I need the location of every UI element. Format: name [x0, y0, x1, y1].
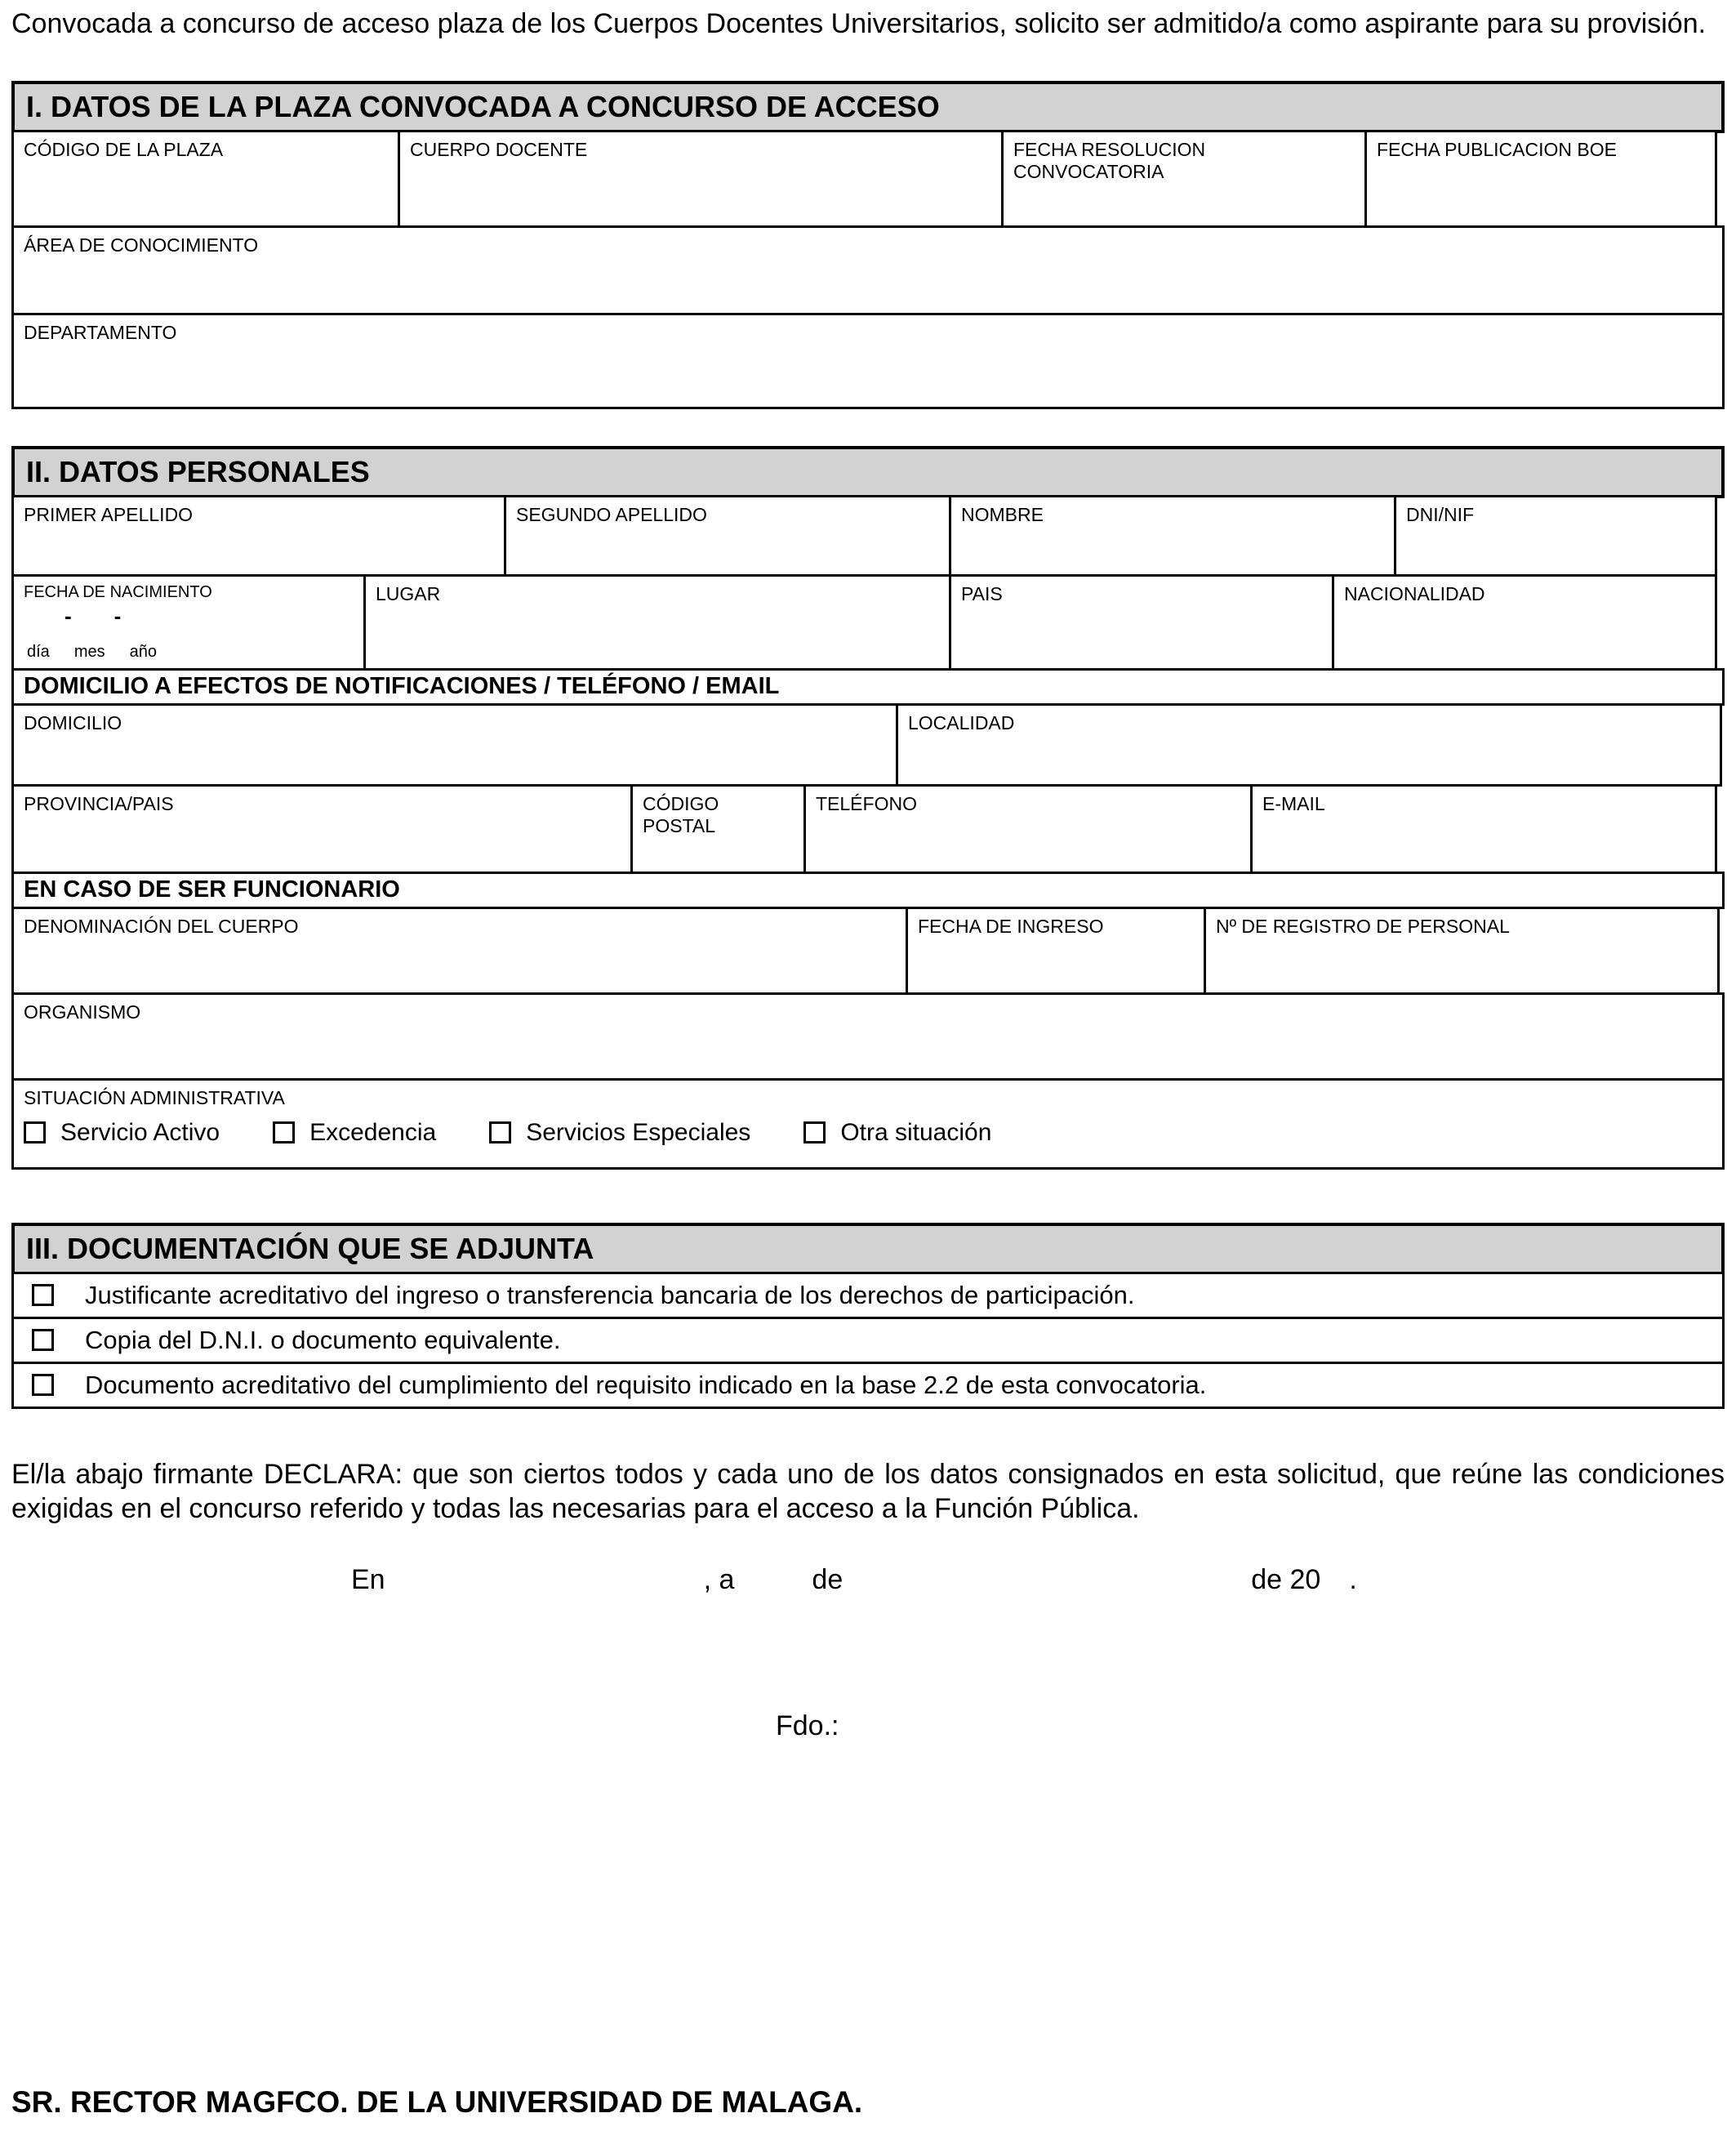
option-servicios-especiales-label: Servicios Especiales	[526, 1118, 751, 1146]
field-cuerpo-docente-label: CUERPO DOCENTE	[410, 138, 588, 160]
checkbox-excedencia-icon[interactable]	[273, 1121, 295, 1144]
field-nacionalidad-label: NACIONALIDAD	[1344, 582, 1485, 604]
field-denominacion-cuerpo-label: DENOMINACIÓN DEL CUERPO	[24, 915, 299, 937]
dob-unit-labels	[27, 643, 354, 662]
dob-separators	[65, 605, 354, 626]
section2-row-domicilio	[11, 703, 1725, 787]
dob-dia-label: día	[27, 642, 50, 661]
doc-item-1-label: Justificante acreditativo del ingreso o transferencia bancaria de los derechos de participación.	[85, 1280, 1135, 1309]
section2-header	[11, 446, 1725, 498]
field-email-label: E-MAIL	[1262, 792, 1325, 814]
addressee-footer: SR. RECTOR MAGFCO. DE LA UNIVERSIDAD DE MALAGA.	[11, 2085, 863, 2119]
field-provincia-pais[interactable]	[11, 784, 633, 874]
option-otra-situacion-label: Otra situación	[840, 1118, 992, 1146]
field-fecha-publicacion-boe-label: FECHA PUBLICACION BOE	[1377, 138, 1617, 160]
dob-dash-1: -	[65, 603, 72, 628]
field-localidad[interactable]	[896, 703, 1722, 787]
section1-table	[11, 130, 1725, 409]
field-situacion-label: SITUACIÓN ADMINISTRATIVA	[24, 1086, 285, 1108]
field-segundo-apellido[interactable]	[504, 495, 951, 577]
situacion-options	[24, 1119, 1712, 1147]
field-lugar[interactable]	[363, 574, 951, 671]
field-situacion-administrativa	[11, 1078, 1725, 1170]
field-telefono-label: TELÉFONO	[816, 792, 917, 814]
field-nacionalidad[interactable]	[1332, 574, 1717, 671]
field-departamento[interactable]	[11, 313, 1725, 409]
dob-mes-label: mes	[73, 642, 105, 661]
doc-item-row-1	[11, 1272, 1725, 1319]
field-denominacion-cuerpo[interactable]	[11, 907, 908, 995]
field-dni-nif[interactable]	[1394, 495, 1717, 577]
field-codigo-postal[interactable]	[630, 784, 806, 874]
intro-paragraph: Convocada a concurso de acceso plaza de los Cuerpos Docentes Universitarios, solicito ser admitido/a como aspirante para su provisión.	[11, 8, 1707, 39]
field-area-conocimiento[interactable]	[11, 225, 1725, 315]
field-fecha-ingreso-label: FECHA DE INGRESO	[918, 915, 1104, 937]
section1-row-2	[11, 225, 1725, 315]
section2-table	[11, 495, 1725, 1170]
option-servicios-especiales[interactable]	[489, 1119, 750, 1147]
option-servicio-activo-label: Servicio Activo	[60, 1118, 220, 1146]
dob-ano-label: año	[129, 642, 157, 661]
checkbox-servicio-activo-icon[interactable]	[24, 1121, 46, 1144]
field-email[interactable]	[1250, 784, 1717, 874]
option-servicio-activo[interactable]	[24, 1119, 220, 1147]
section1-header	[11, 81, 1725, 133]
section1-row-3	[11, 313, 1725, 409]
field-pais-label: PAIS	[961, 582, 1003, 604]
field-fecha-nacimiento[interactable]	[11, 574, 366, 671]
funcionario-subheader-cell	[11, 872, 1725, 909]
section2-row-names	[11, 495, 1725, 577]
field-segundo-apellido-label: SEGUNDO APELLIDO	[516, 503, 707, 525]
dob-dash-2: -	[114, 603, 122, 628]
date-line	[11, 1564, 1725, 1596]
doc-item-row-2	[11, 1317, 1725, 1364]
field-pais[interactable]	[949, 574, 1334, 671]
field-codigo-postal-label: CÓDIGO POSTAL	[643, 792, 719, 836]
field-primer-apellido-label: PRIMER APELLIDO	[24, 503, 194, 525]
option-otra-situacion[interactable]	[803, 1119, 991, 1147]
section2-subheader-funcionario	[11, 872, 1725, 909]
section3-title: III. DOCUMENTACIÓN QUE SE ADJUNTA	[26, 1231, 594, 1265]
field-cuerpo-docente[interactable]	[398, 130, 1004, 228]
section3-table	[11, 1272, 1725, 1409]
doc-item-1	[11, 1272, 1725, 1319]
field-fecha-nacimiento-label: FECHA DE NACIMIENTO	[24, 582, 212, 601]
field-codigo-plaza[interactable]	[11, 130, 400, 228]
checkbox-servicios-especiales-icon[interactable]	[489, 1121, 511, 1144]
field-lugar-label: LUGAR	[376, 582, 441, 604]
field-domicilio-label: DOMICILIO	[24, 711, 122, 733]
signature-line: Fdo.:	[776, 1710, 839, 1741]
doc-checkbox-1[interactable]	[32, 1284, 54, 1306]
option-excedencia[interactable]	[273, 1119, 436, 1147]
section2-row-cuerpo	[11, 907, 1725, 995]
domicilio-subheader-label: DOMICILIO A EFECTOS DE NOTIFICACIONES / TELÉFONO / EMAIL	[24, 673, 780, 699]
doc-checkbox-2[interactable]	[32, 1329, 54, 1351]
section2-row-provincia	[11, 784, 1725, 874]
field-codigo-plaza-label: CÓDIGO DE LA PLAZA	[24, 138, 224, 160]
domicilio-subheader-cell	[11, 668, 1725, 706]
field-organismo-label: ORGANISMO	[24, 1001, 141, 1023]
field-fecha-resolucion[interactable]	[1001, 130, 1367, 228]
doc-item-2	[11, 1317, 1725, 1364]
section3-header	[11, 1223, 1725, 1275]
field-area-conocimiento-label: ÁREA DE CONOCIMIENTO	[24, 234, 259, 256]
field-provincia-pais-label: PROVINCIA/PAIS	[24, 792, 174, 814]
field-organismo[interactable]	[11, 992, 1725, 1081]
field-registro-personal-label: Nº DE REGISTRO DE PERSONAL	[1216, 915, 1510, 937]
funcionario-subheader-label: EN CASO DE SER FUNCIONARIO	[24, 876, 400, 903]
section2-row-birth	[11, 574, 1725, 671]
date-period: .	[1349, 1563, 1357, 1595]
field-localidad-label: LOCALIDAD	[908, 711, 1015, 733]
checkbox-otra-situacion-icon[interactable]	[803, 1121, 826, 1144]
doc-checkbox-3[interactable]	[32, 1374, 54, 1396]
doc-item-2-label: Copia del D.N.I. o documento equivalente.	[85, 1325, 561, 1354]
field-fecha-publicacion-boe[interactable]	[1364, 130, 1717, 228]
doc-item-3	[11, 1362, 1725, 1409]
date-de-label: de	[812, 1563, 844, 1595]
field-registro-personal[interactable]	[1204, 907, 1720, 995]
section2-row-situacion	[11, 1078, 1725, 1170]
doc-item-row-3	[11, 1362, 1725, 1409]
field-nombre[interactable]	[949, 495, 1396, 577]
field-fecha-resolucion-label: FECHA RESOLUCION CONVOCATORIA	[1013, 138, 1206, 182]
option-excedencia-label: Excedencia	[309, 1118, 437, 1146]
section2-subheader-domicilio	[11, 668, 1725, 706]
section2-row-organismo	[11, 992, 1725, 1081]
field-telefono[interactable]	[803, 784, 1253, 874]
doc-item-3-label: Documento acreditativo del cumplimiento del requisito indicado en la base 2.2 de esta convocatoria.	[85, 1370, 1207, 1399]
date-de-year-label: de 20	[1251, 1563, 1321, 1595]
field-domicilio[interactable]	[11, 703, 898, 787]
field-departamento-label: DEPARTAMENTO	[24, 321, 177, 343]
section1-title: I. DATOS DE LA PLAZA CONVOCADA A CONCURSO DE ACCESO	[26, 89, 940, 123]
field-nombre-label: NOMBRE	[961, 503, 1044, 525]
field-dni-nif-label: DNI/NIF	[1406, 503, 1475, 525]
section2-title: II. DATOS PERSONALES	[26, 454, 370, 488]
field-fecha-ingreso[interactable]	[906, 907, 1206, 995]
section1-row-1	[11, 130, 1725, 228]
field-primer-apellido[interactable]	[11, 495, 506, 577]
date-en-label: En	[351, 1563, 385, 1595]
declaration-paragraph: El/la abajo firmante DECLARA: que son ciertos todos y cada uno de los datos consignados en esta solicitud, que reúne las condiciones exigidas en el concurso referido y todas las necesarias para el acceso a la Función Pública.	[11, 1458, 1725, 1524]
date-a-label: , a	[703, 1563, 735, 1595]
